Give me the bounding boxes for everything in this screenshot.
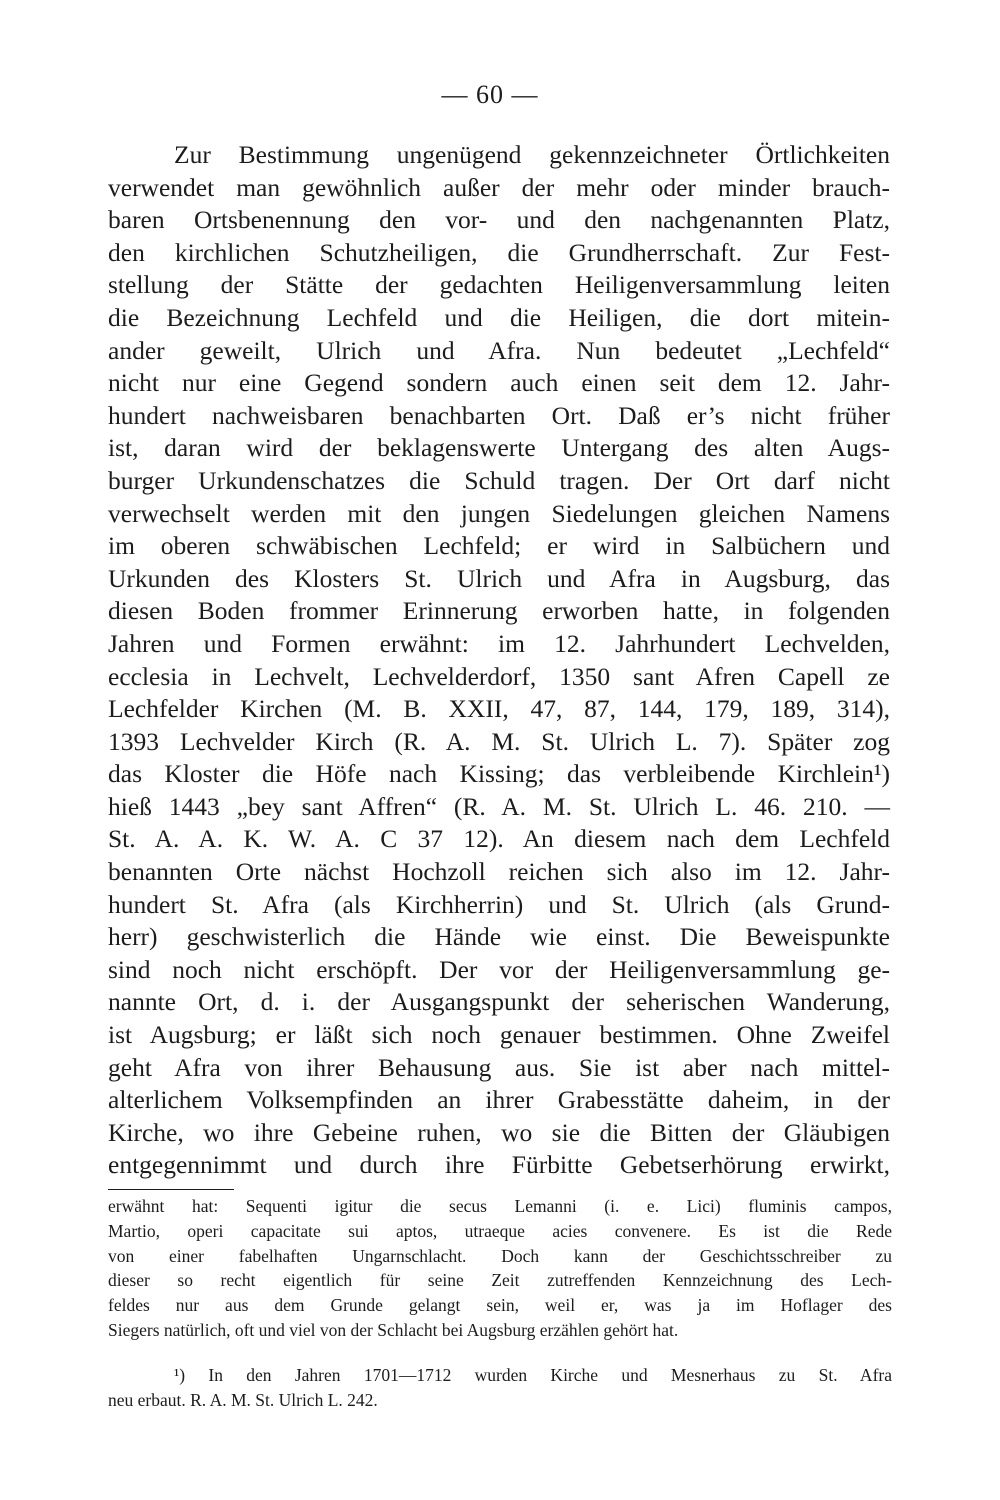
text-line: sind noch nicht erschöpft. Der vor der Heiligenversammlung ge- [108, 954, 890, 984]
text-line: St. A. A. K. W. A. C 37 12). An diesem nach dem Lechfeld [108, 824, 890, 854]
footnote-line: erwähnt hat: Sequenti igitur die secus Lemanni (i. e. Lici) fluminis campos, [108, 1196, 892, 1216]
text-line: das Kloster die Höfe nach Kissing; das verbleibende Kirchlein¹) [108, 759, 890, 789]
text-line: verwendet man gewöhnlich außer der mehr oder minder brauch- [108, 172, 890, 202]
footnotes [108, 1194, 892, 1412]
footnote-line: Martio, operi capacitate sui aptos, utraeque acies convenere. Es ist die Rede [108, 1220, 892, 1241]
text-line: Kirche, wo ihre Gebeine ruhen, wo sie die Bitten der Gläubigen [108, 1117, 890, 1147]
footnote-separator [108, 1189, 234, 1190]
main-text [108, 139, 890, 1182]
footnote-line: von einer fabelhaften Ungarnschlacht. Doch kann der Geschichtsschreiber zu [108, 1245, 892, 1266]
text-line: Lechfelder Kirchen (M. B. XXII, 47, 87, 144, 179, 189, 314), [108, 694, 890, 724]
text-line: verwechselt werden mit den jungen Siedelungen gleichen Namens [108, 498, 890, 528]
text-line: hundert St. Afra (als Kirchherrin) und St. Ulrich (als Grund- [108, 889, 890, 919]
footnote-1-line: ¹) In den Jahren 1701—1712 wurden Kirche und Mesnerhaus zu St. Afra [174, 1364, 892, 1385]
text-line: benannten Orte nächst Hochzoll reichen sich also im 12. Jahr- [108, 857, 890, 887]
text-line: entgegennimmt und durch ihre Fürbitte Gebetserhörung erwirkt, [108, 1150, 890, 1180]
text-line: 1393 Lechvelder Kirch (R. A. M. St. Ulrich L. 7). Später zog [108, 726, 890, 756]
text-line: nannte Ort, d. i. der Ausgangspunkt der seherischen Wanderung, [108, 987, 890, 1017]
text-line: herr) geschwisterlich die Hände wie einst. Die Beweispunkte [108, 922, 890, 952]
page-number: — 60 — [441, 80, 539, 109]
text-line: hieß 1443 „bey sant Affren“ (R. A. M. St. Ulrich L. 46. 210. — [108, 791, 890, 821]
footnote-1-line: neu erbaut. R. A. M. St. Ulrich L. 242. [108, 1389, 378, 1410]
text-line: Urkunden des Klosters St. Ulrich und Afra in Augsburg, das [108, 563, 890, 593]
text-line: nicht nur eine Gegend sondern auch einen seit dem 12. Jahr- [108, 368, 890, 398]
text-line: ist Augsburg; er läßt sich noch genauer bestimmen. Ohne Zweifel [108, 1020, 890, 1050]
footnote-line: Siegers natürlich, oft und viel von der Schlacht bei Augsburg erzählen gehört hat. [108, 1319, 679, 1340]
text-line: burger Urkundenschatzes die Schuld tragen. Der Ort darf nicht [108, 465, 890, 495]
text-line: hundert nachweisbaren benachbarten Ort. Daß er’s nicht früher [108, 400, 890, 430]
text-line: Zur Bestimmung ungenügend gekennzeichneter Örtlichkeiten [174, 140, 890, 169]
text-line: geht Afra von ihrer Behausung aus. Sie ist aber nach mittel- [108, 1052, 890, 1082]
text-line: alterlichem Volksempfinden an ihrer Grabesstätte daheim, in der [108, 1085, 890, 1115]
text-line: den kirchlichen Schutzheiligen, die Grundherrschaft. Zur Fest- [108, 237, 890, 267]
text-line: im oberen schwäbischen Lechfeld; er wird in Salbüchern und [108, 531, 890, 561]
text-line: stellung der Stätte der gedachten Heiligenversammlung leiten [108, 270, 890, 300]
footnote-line: dieser so recht eigentlich für seine Zeit zutreffenden Kennzeichnung des Lech- [108, 1270, 892, 1291]
text-line: baren Ortsbenennung den vor- und den nachgenannten Platz, [108, 205, 890, 235]
text-line: diesen Boden frommer Erinnerung erworben hatte, in folgenden [108, 596, 890, 626]
footnote-line: feldes nur aus dem Grunde gelangt sein, weil er, was ja im Hoflager des [108, 1295, 892, 1316]
text-line: Jahren und Formen erwähnt: im 12. Jahrhundert Lechvelden, [108, 628, 890, 658]
text-line: ecclesia in Lechvelt, Lechvelderdorf, 1350 sant Afren Capell ze [108, 661, 890, 691]
text-line: ist, daran wird der beklagenswerte Untergang des alten Augs- [108, 433, 890, 463]
text-line: die Bezeichnung Lechfeld und die Heiligen, die dort mitein- [108, 302, 890, 332]
text-line: ander geweilt, Ulrich und Afra. Nun bedeutet „Lechfeld“ [108, 335, 890, 365]
